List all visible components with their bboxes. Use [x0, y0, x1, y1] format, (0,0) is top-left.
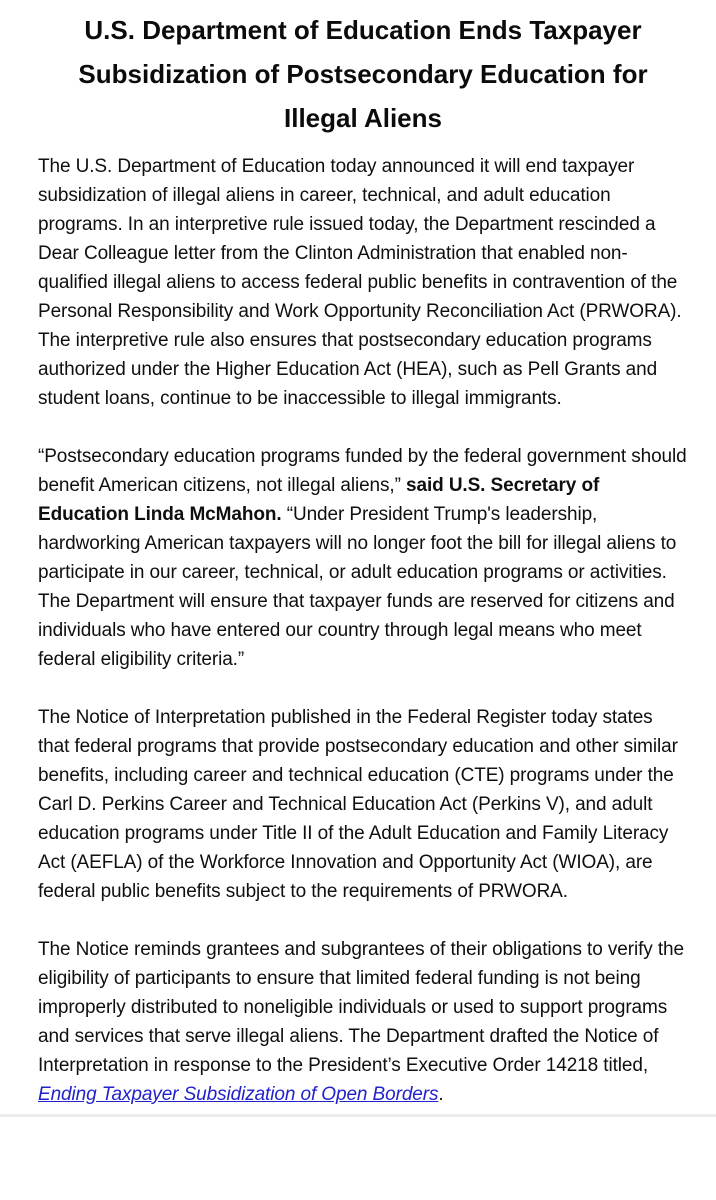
paragraph-secretary-quote: [38, 442, 688, 674]
paragraph-text-after-link: .: [438, 1084, 444, 1105]
paragraph-notice-of-interpretation: The Notice of Interpretation published in the Federal Register today states that federal programs that provide postsecondary education and other similar benefits, including career and technical education (CTE) programs under the Carl D. Perkins Career and Technical Education Act (Perkins V), and adult education programs under Title II of the Adult Education and Family Literacy Act (AEFLA) of the Workforce Innovation and Opportunity Act (WIOA), are federal public benefits subject to the requirements of PRWORA.: [38, 707, 678, 902]
quote-text-before: “Postsecondary education programs funded by the federal government should benefit American citizens, not illegal aliens,”: [38, 446, 687, 496]
page-title: U.S. Department of Education Ends Taxpayer Subsidization of Postsecondary Education for Illegal Aliens: [78, 15, 648, 133]
executive-order-link[interactable]: Ending Taxpayer Subsidization of Open Borders: [38, 1084, 439, 1105]
paragraph-announcement: The U.S. Department of Education today announced it will end taxpayer subsidization of illegal aliens in career, technical, and adult education programs. In an interpretive rule issued today, the Department rescinded a Dear Colleague letter from the Clinton Administration that enabled non-qualified illegal aliens to access federal public benefits in contravention of the Personal Responsibility and Work Opportunity Reconciliation Act (PRWORA). The interpretive rule also ensures that postsecondary education programs authorized under the Higher Education Act (HEA), such as Pell Grants and student loans, continue to be inaccessible to illegal immigrants.: [38, 156, 682, 409]
paragraph-text-before-link: The Notice reminds grantees and subgrantees of their obligations to verify the eligibility of participants to ensure that limited federal funding is not being improperly distributed to noneligible individuals or used to support programs and services that serve illegal aliens. The Department drafted the Notice of Interpretation in response to the President’s Executive Order 14218 titled,: [38, 939, 684, 1076]
quote-attribution: said U.S. Secretary of Education Linda McMahon.: [38, 475, 600, 525]
bottom-divider: [0, 1114, 716, 1117]
quote-text-after: “Under President Trump's leadership, hardworking American taxpayers will no longer foot the bill for illegal aliens to participate in our career, technical, or adult education programs or activities. The Department will ensure that taxpayer funds are reserved for citizens and individuals who have entered our country through legal means who meet federal eligibility criteria.”: [38, 504, 677, 670]
paragraph-grantee-obligations: [38, 935, 688, 1109]
